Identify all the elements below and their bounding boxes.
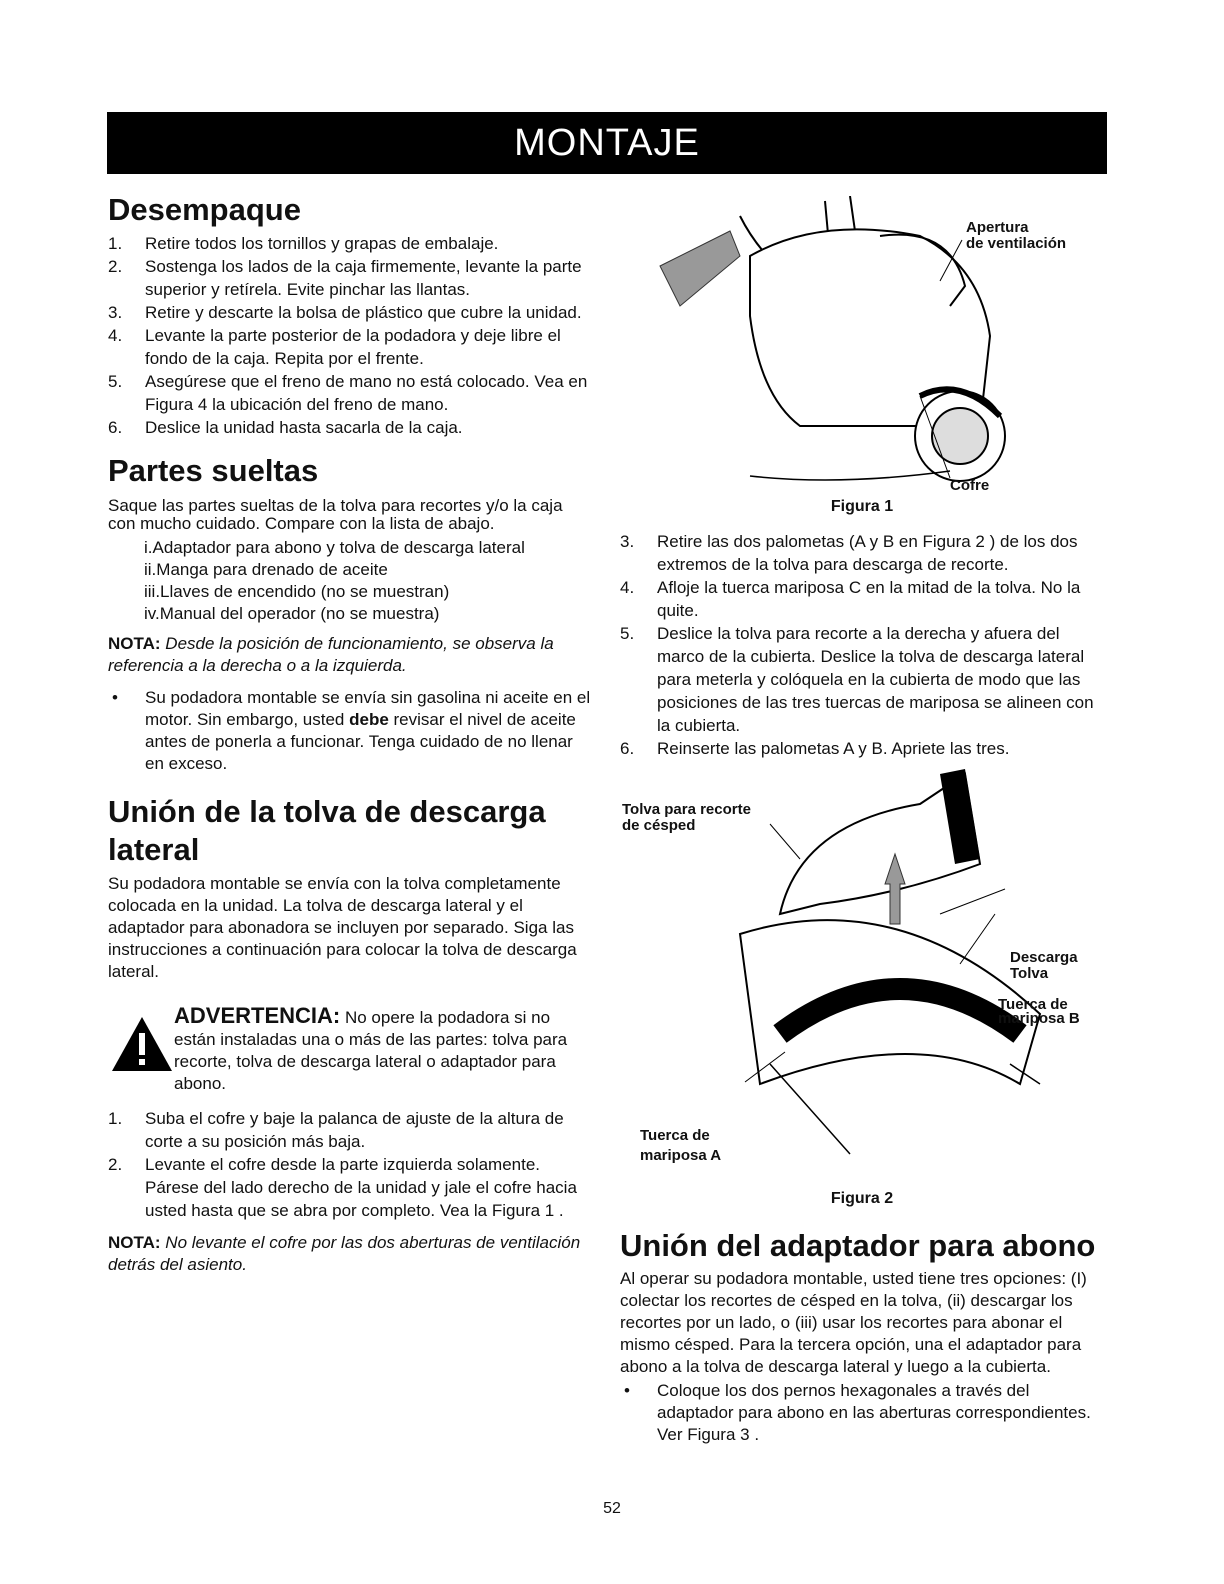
list-item: 6. Deslice la unidad hasta sacarla de la caja. (108, 418, 463, 437)
adaptador-bullet (620, 1380, 1104, 1446)
warning-icon (110, 1015, 174, 1073)
parts-list (108, 537, 592, 625)
note-union: NOTA: No levante el cofre por las dos aberturas de ventilación detrás del asiento. (108, 1233, 581, 1274)
page-number: 52 (603, 1500, 621, 1517)
list-item: 3. Retire y descarte la bolsa de plástico que cubre la unidad. (108, 303, 582, 322)
label-descarga-tolva: Descarga Tolva (1010, 949, 1078, 982)
list-item: 5. Deslice la tolva para recorte a la derecha y afuera del marco de la cubierta. Deslice la tolva de descarga lateral para meterla y colóquela en la cubierta de modo que las posiciones de las tres tuercas de mariposa se alineen con la cubierta. (620, 624, 1094, 735)
partes-intro: Saque las partes sueltas de la tolva para recortes y/o la caja con mucho cuidado. Compare con la lista de abajo. (108, 496, 563, 533)
heading-union-tolva: Unión de la tolva de descarga lateral (108, 794, 546, 867)
list-item: 4. Afloje la tuerca mariposa C en la mitad de la tolva. No la quite. (620, 578, 1081, 620)
section-banner: MONTAJE (107, 112, 1107, 174)
list-item: iv.Manual del operador (no se muestra) (144, 604, 440, 623)
label-cofre: Cofre (950, 477, 990, 494)
list-item: 1. Retire todos los tornillos y grapas de embalaje. (108, 234, 499, 253)
figure-1 (620, 196, 1104, 496)
right-steps (620, 530, 1104, 760)
figure-1-caption: Figura 1 (830, 498, 894, 515)
list-item: i.Adaptador para abono y tolva de descarga lateral (144, 538, 525, 557)
note-partes: NOTA: Desde la posición de funcionamiento, se observa la referencia a la derecha o a la izquierda. (108, 634, 554, 675)
list-item: 2. Sostenga los lados de la caja firmemente, levante la parte superior y retírela. Evite pinchar las llantas. (108, 257, 582, 299)
list-item: 5. Asegúrese que el freno de mano no está colocado. Vea en Figura 4 la ubicación del freno de mano. (108, 372, 588, 414)
heading-partes-sueltas: Partes sueltas (108, 453, 319, 488)
label-tuerca-a: Tuerca de mariposa A (640, 1127, 722, 1164)
list-item: 4. Levante la parte posterior de la podadora y deje libre el fondo de la caja. Repita por el frente. (108, 326, 561, 368)
list-item: • Coloque los dos pernos hexagonales a través del adaptador para abono en las aberturas correspondientes. Ver Figura 3 . (620, 1380, 1104, 1446)
label-tolva-recorte: Tolva para recorte de césped (622, 801, 751, 834)
list-item: 2. Levante el cofre desde la parte izquierda solamente. Párese del lado derecho de la unidad y jale el cofre hacia usted hasta que se abra por completo. Vea la Figura 1 . (108, 1155, 577, 1220)
list-item: 1. Suba el cofre y baje la palanca de ajuste de la altura de corte a su posición más baja. (108, 1109, 564, 1151)
list-item: ii.Manga para drenado de aceite (144, 560, 388, 579)
list-item: 3. Retire las dos palometas (A y B en Figura 2 ) de los dos extremos de la tolva para descarga de recorte. (620, 532, 1078, 574)
list-item: iii.Llaves de encendido (no se muestran) (144, 582, 450, 601)
adaptador-intro: Al operar su podadora montable, usted tiene tres opciones: (I) colectar los recortes de césped en la tolva, (ii) descargar los recortes por un lado, o (iii) usar los recortes para abonar el mismo césped. Para la tercera opción, una el adaptador para abono a la tolva de descarga lateral y luego a la cubierta. (620, 1269, 1087, 1376)
label-tuerca-b: Tuerca de mariposa B (998, 996, 1080, 1027)
figure-2-caption: Figura 2 (830, 1190, 894, 1207)
oil-bullet (108, 687, 592, 775)
label-apertura: Apertura de ventilación (966, 219, 1067, 252)
figure-2 (620, 764, 1104, 1164)
union-steps (108, 1107, 592, 1222)
left-column (108, 192, 592, 1276)
union-intro: Su podadora montable se envía con la tolva completamente colocada en la unidad. La tolva de descarga lateral y el adaptador para abonadora se incluyen por separado. Siga las instrucciones a continuación para colocar la tolva de descarga lateral. (108, 874, 577, 981)
list-item: 6. Reinserte las palometas A y B. Apriete las tres. (620, 739, 1010, 758)
desempaque-steps (108, 232, 592, 439)
heading-desempaque: Desempaque (108, 192, 301, 227)
heading-union-adaptador: Unión del adaptador para abono (620, 1228, 1096, 1263)
list-item: • Su podadora montable se envía sin gasolina ni aceite en el motor. Sin embargo, usted debe revisar el nivel de aceite antes de ponerla a funcionar. Tenga cuidado de no llenar en exceso. (108, 687, 592, 775)
right-column (620, 196, 1104, 1446)
warning-box: ADVERTENCIA: No opere la podadora si no están instaladas una o más de las partes: tolva para recorte, tolva de descarga lateral o adaptador para abono. (108, 1005, 592, 1095)
